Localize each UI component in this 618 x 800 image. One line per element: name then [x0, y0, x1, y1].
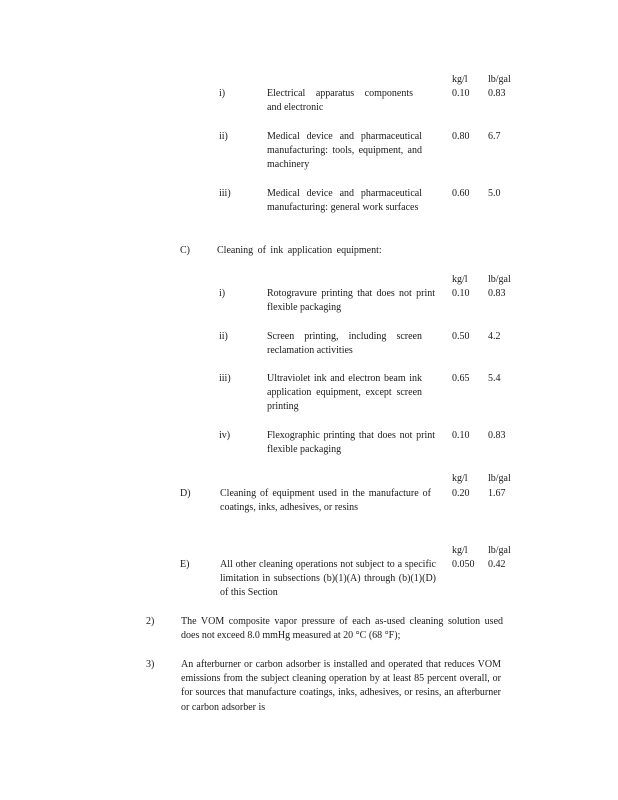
unit-metric-header: kg/l — [452, 473, 468, 484]
metric-value: 0.60 — [452, 188, 470, 199]
item-label: iii) — [219, 373, 231, 384]
metric-value: 0.65 — [452, 373, 470, 384]
item-description: Ultraviolet ink and electron beam ink application equipment, except screen printing — [267, 373, 423, 413]
unit-english-header: lb/gal — [488, 74, 511, 85]
item-label: ii) — [219, 131, 228, 142]
unit-english-header: lb/gal — [488, 473, 511, 484]
item-description: Rotogravure printing that does not print flexible packaging — [267, 288, 436, 314]
section-label: E) — [180, 559, 190, 570]
metric-value: 0.10 — [452, 288, 470, 299]
item-label: i) — [219, 88, 226, 99]
item-description: Screen printing, including screen reclamation activities — [267, 331, 422, 357]
item-paragraph: The VOM composite vapor pressure of each as-used cleaning solution used does not exceed 8.0 mmHg measured at 20 °C (68 °F); — [181, 616, 504, 642]
metric-value: 0.50 — [452, 331, 470, 342]
item-label: iv) — [219, 430, 231, 441]
english-value: 1.67 — [488, 488, 506, 499]
english-value: 0.83 — [488, 88, 506, 99]
item-paragraph: An afterburner or carbon adsorber is installed and operated that reduces VOM emissions from the subject cleaning operation by at least 85 percent overall, or for sources that manufacture coatings, inks, adhesives, or resins, an afterburner or carbon adsorber is — [181, 659, 502, 713]
unit-english-header: lb/gal — [488, 545, 511, 556]
english-value: 6.7 — [488, 131, 501, 142]
metric-value: 0.20 — [452, 488, 470, 499]
item-number: 2) — [146, 616, 155, 627]
metric-value: 0.80 — [452, 131, 470, 142]
item-description: Medical device and pharmaceutical manufacturing: general work surfaces — [267, 188, 422, 214]
section-heading: Cleaning of ink application equipment: — [217, 245, 382, 256]
unit-english-header: lb/gal — [488, 274, 511, 285]
item-label: i) — [219, 288, 226, 299]
unit-metric-header: kg/l — [452, 545, 468, 556]
english-value: 5.0 — [488, 188, 501, 199]
unit-metric-header: kg/l — [452, 274, 468, 285]
english-value: 0.83 — [488, 430, 506, 441]
item-number: 3) — [146, 659, 155, 670]
english-value: 4.2 — [488, 331, 501, 342]
section-label: C) — [180, 245, 190, 256]
section-description: All other cleaning operations not subject to a specific limitation in subsections (b)(1)(A) through (b)(1)(D) of this Section — [220, 559, 437, 599]
english-value: 0.83 — [488, 288, 506, 299]
metric-value: 0.050 — [452, 559, 475, 570]
item-label: ii) — [219, 331, 228, 342]
item-description: Medical device and pharmaceutical manufacturing: tools, equipment, and machinery — [267, 131, 422, 171]
english-value: 0.42 — [488, 559, 506, 570]
metric-value: 0.10 — [452, 430, 470, 441]
item-label: iii) — [219, 188, 231, 199]
metric-value: 0.10 — [452, 88, 470, 99]
item-description: Flexographic printing that does not print flexible packaging — [267, 430, 435, 456]
item-description: Electrical apparatus components and electronic — [267, 88, 413, 114]
section-description: Cleaning of equipment used in the manufacture of coatings, inks, adhesives, or resins — [220, 488, 431, 514]
english-value: 5.4 — [488, 373, 501, 384]
unit-metric-header: kg/l — [452, 74, 468, 85]
section-label: D) — [180, 488, 191, 499]
